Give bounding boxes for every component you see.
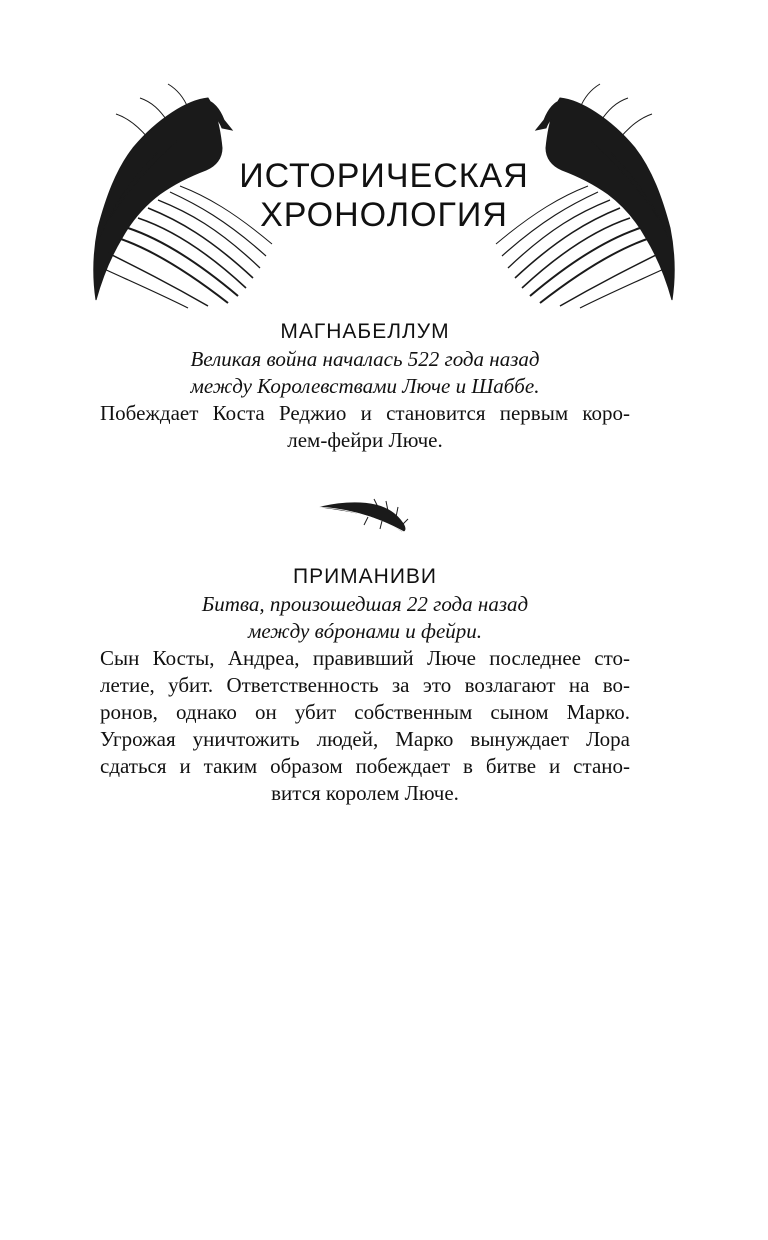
chapter-title-line2: ХРОНОЛОГИЯ xyxy=(260,196,508,234)
section-magnabellum xyxy=(100,318,630,454)
chapter-header xyxy=(88,78,680,310)
body-line: сдаться и таким образом побеждает в битве и стано- xyxy=(100,754,630,778)
body-line: лем-фейри Люче. xyxy=(287,428,443,452)
section-heading: МАГНАБЕЛЛУМ xyxy=(280,320,450,343)
italic-line: Великая война началась 522 года назад xyxy=(190,347,540,371)
chapter-title-line1: ИСТОРИЧЕСКАЯ xyxy=(239,157,529,195)
section-primanivi xyxy=(100,563,630,807)
italic-line: между Королевствами Люче и Шаббе. xyxy=(190,374,540,398)
body-line: Сын Косты, Андреа, правивший Люче последнее сто- xyxy=(100,646,630,670)
body-line: Побеждает Коста Реджио и становится первым коро- xyxy=(100,401,630,425)
italic-line: между вóронами и фейри. xyxy=(247,619,483,643)
body-line: ронов, однако он убит собственным сыном Марко. xyxy=(100,700,630,724)
body-line: летие, убит. Ответственность за это возлагают на во- xyxy=(100,673,630,697)
body-line: вится королем Люче. xyxy=(271,781,459,805)
feather-icon xyxy=(318,495,410,535)
section-heading: ПРИМАНИВИ xyxy=(292,565,438,588)
italic-line: Битва, произошедшая 22 года назад xyxy=(201,592,529,616)
body-line: Угрожая уничтожить людей, Марко вынуждает Лора xyxy=(100,727,630,751)
